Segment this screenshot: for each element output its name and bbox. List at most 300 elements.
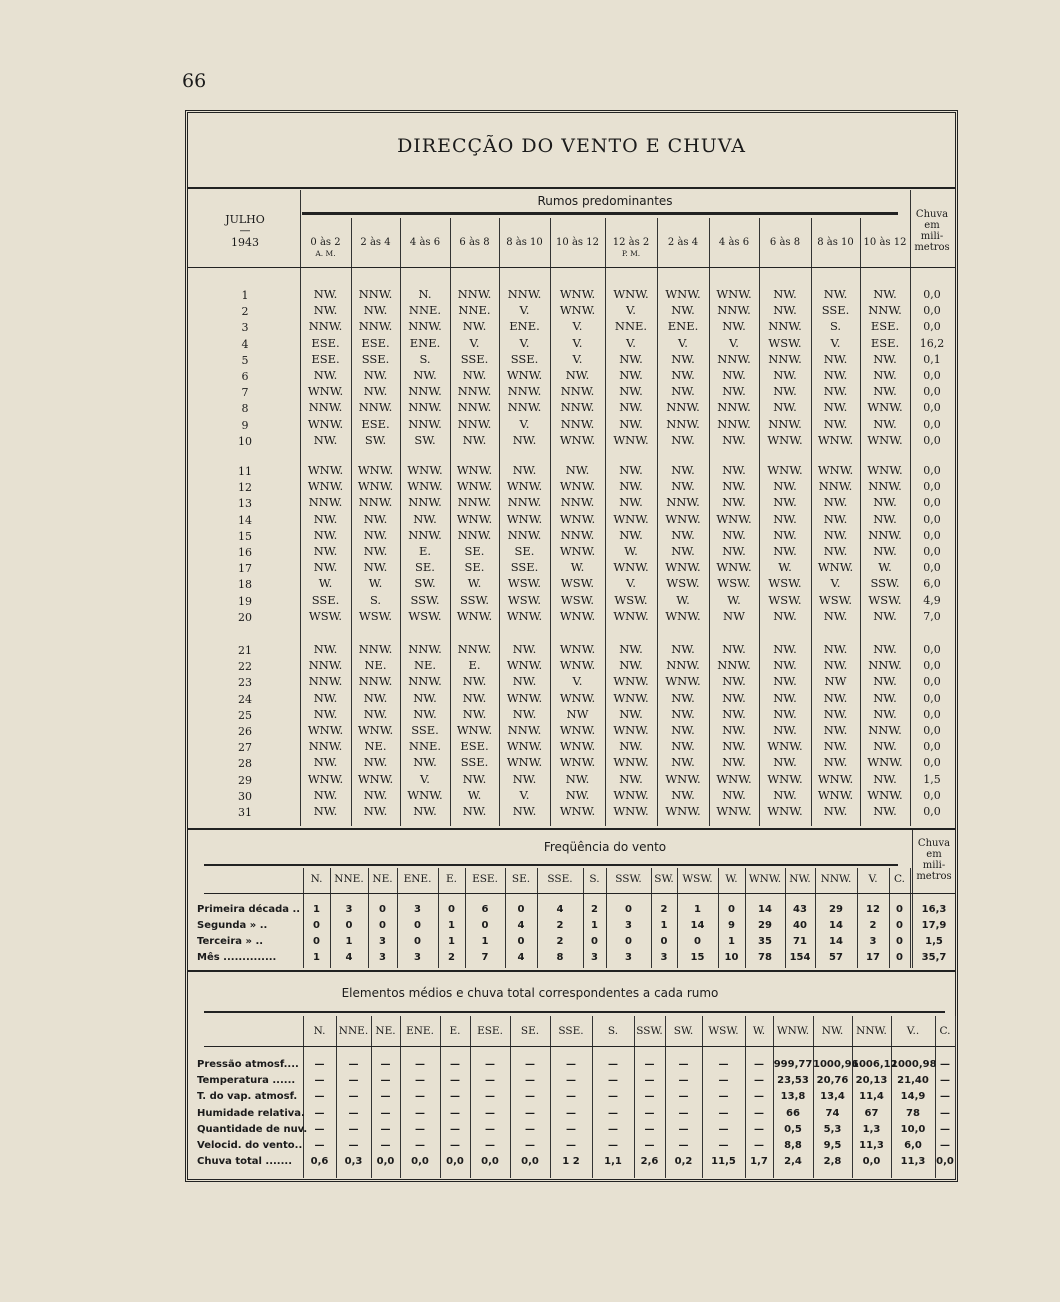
elements-value: 0,3 bbox=[344, 1156, 363, 1168]
wind-direction-cell: NW. bbox=[823, 384, 848, 399]
freq-column-header: WNW. bbox=[748, 873, 782, 885]
wind-direction-cell: WNW. bbox=[559, 511, 596, 526]
rain-value: 0,0 bbox=[923, 659, 941, 673]
wind-direction-cell: NW. bbox=[823, 658, 848, 673]
day-number: 7 bbox=[241, 386, 249, 400]
elements-value: — bbox=[525, 1059, 535, 1070]
wind-direction-cell: WNW. bbox=[307, 416, 344, 431]
wind-direction-cell: NW. bbox=[773, 608, 797, 623]
wind-direction-cell: NW. bbox=[823, 642, 848, 656]
freq-value: 1 bbox=[448, 936, 455, 947]
wind-direction-cell: NW. bbox=[823, 511, 848, 526]
wind-direction-cell: WNW. bbox=[867, 400, 903, 415]
wind-direction-cell: NW. bbox=[823, 351, 848, 366]
wind-direction-cell: WNW. bbox=[506, 658, 543, 673]
wind-direction-cell: WNW. bbox=[767, 771, 803, 786]
elements-value: — bbox=[348, 1091, 359, 1103]
day-number: 28 bbox=[238, 757, 252, 771]
wind-direction-cell: WSW. bbox=[768, 335, 802, 350]
wind-direction-cell: NNE. bbox=[408, 739, 442, 754]
elements-value: — bbox=[718, 1123, 729, 1135]
rain-value: 0,0 bbox=[923, 707, 941, 721]
wind-direction-cell: NW. bbox=[313, 287, 338, 301]
freq-value: 1 bbox=[481, 936, 489, 947]
freq-rain-header-line: mili- bbox=[922, 860, 946, 871]
freq-value: 3 bbox=[591, 952, 598, 963]
wind-direction-cell: NNW. bbox=[717, 400, 751, 415]
elements-value: — bbox=[566, 1123, 576, 1135]
rain-value: 0,0 bbox=[923, 464, 941, 477]
elements-value: 0,0 bbox=[376, 1156, 395, 1168]
freq-value: 0 bbox=[481, 920, 489, 931]
wind-direction-cell: NW. bbox=[873, 706, 897, 721]
wind-direction-cell: ENE. bbox=[409, 335, 441, 350]
freq-value: 12 bbox=[866, 904, 880, 915]
wind-direction-cell: NW. bbox=[413, 706, 437, 721]
wind-direction-cell: SE. bbox=[464, 560, 485, 575]
elements-column-header: ENE. bbox=[406, 1025, 434, 1037]
freq-value: 1 bbox=[313, 904, 320, 915]
wind-direction-cell: WNW. bbox=[506, 739, 543, 754]
freq-value: 4 bbox=[556, 904, 564, 915]
wind-direction-cell: WNW. bbox=[559, 287, 596, 301]
wind-direction-cell: NW. bbox=[565, 771, 590, 786]
wind-direction-cell: NW. bbox=[462, 706, 487, 721]
wind-direction-cell: NW. bbox=[462, 804, 487, 818]
wind-direction-cell: NW. bbox=[313, 706, 338, 721]
elements-column-header: S. bbox=[607, 1025, 619, 1037]
wind-direction-cell: NW. bbox=[512, 674, 537, 689]
freq-column-header: W. bbox=[725, 873, 738, 885]
freq-value: 3 bbox=[414, 904, 421, 915]
wind-direction-cell: NW. bbox=[773, 495, 797, 510]
wind-direction-cell: WNW. bbox=[559, 723, 596, 737]
wind-direction-cell: NW. bbox=[722, 642, 746, 656]
elements-value: — bbox=[718, 1140, 729, 1151]
wind-direction-cell: WNW. bbox=[407, 479, 443, 494]
elements-heading-rule bbox=[204, 1011, 945, 1013]
elements-row-label: T. do vap. atmosf. bbox=[197, 1091, 298, 1103]
wind-direction-cell: ESE. bbox=[460, 739, 489, 754]
freq-value: 14 bbox=[829, 936, 843, 947]
wind-direction-cell: WNW. bbox=[665, 771, 701, 786]
elements-value: — bbox=[678, 1123, 689, 1135]
freq-value: 2 bbox=[448, 952, 455, 963]
wind-direction-cell: NNW. bbox=[507, 527, 542, 542]
wind-direction-cell: NW. bbox=[823, 706, 848, 721]
wind-direction-cell: WNW. bbox=[559, 804, 596, 818]
wind-direction-cell: NNW. bbox=[507, 495, 542, 510]
elements-value: 21,40 bbox=[897, 1075, 929, 1087]
time-column-subheader: P. M. bbox=[621, 249, 641, 258]
freq-bottom-rule bbox=[188, 970, 955, 972]
freq-value: 0 bbox=[591, 936, 598, 947]
elements-value: — bbox=[644, 1091, 655, 1103]
elements-value: — bbox=[525, 1140, 535, 1151]
wind-direction-cell: NW. bbox=[773, 755, 797, 770]
wind-direction-cell: WSW. bbox=[358, 608, 393, 623]
elements-column-header: NNW. bbox=[856, 1025, 887, 1037]
elements-value: — bbox=[415, 1059, 425, 1070]
rain-header-line: mili- bbox=[920, 231, 944, 242]
elements-value: — bbox=[485, 1059, 495, 1070]
table-frame bbox=[185, 110, 958, 1182]
freq-value: 6 bbox=[481, 904, 489, 915]
wind-direction-cell: NW. bbox=[873, 495, 897, 510]
freq-value: 9 bbox=[728, 920, 735, 931]
wind-direction-cell: NW. bbox=[413, 755, 437, 770]
wind-direction-cell: NNE. bbox=[614, 319, 648, 334]
elements-value: — bbox=[940, 1107, 950, 1119]
wind-direction-cell: SE. bbox=[464, 544, 485, 558]
elements-value: 11,5 bbox=[711, 1156, 736, 1168]
wind-direction-cell: NW. bbox=[671, 368, 695, 382]
wind-direction-cell: NE. bbox=[364, 739, 387, 754]
wind-direction-cell: NW. bbox=[565, 463, 590, 477]
wind-direction-cell: NNW. bbox=[717, 416, 751, 431]
freq-value: 0 bbox=[345, 920, 353, 931]
day-number: 21 bbox=[238, 644, 252, 657]
wind-direction-cell: V. bbox=[678, 335, 688, 350]
elements-value: 2,4 bbox=[784, 1156, 802, 1168]
elements-column-header: W. bbox=[752, 1025, 766, 1037]
wind-direction-cell: SSW. bbox=[870, 576, 900, 591]
wind-direction-cell: NW. bbox=[619, 771, 643, 786]
freq-value: 3 bbox=[625, 952, 632, 963]
wind-direction-cell: WNW. bbox=[559, 755, 596, 770]
wind-direction-cell: NW bbox=[566, 706, 589, 721]
time-column-header: 6 às 8 bbox=[769, 237, 801, 248]
wind-direction-cell: WSW. bbox=[717, 576, 751, 591]
wind-direction-cell: NW. bbox=[313, 690, 338, 705]
day-number: 29 bbox=[238, 773, 252, 787]
wind-direction-cell: NW. bbox=[773, 658, 797, 673]
freq-row-label: Mês .............. bbox=[197, 952, 277, 963]
wind-direction-cell: NW. bbox=[773, 287, 797, 301]
wind-direction-cell: V. bbox=[572, 351, 583, 366]
wind-direction-cell: WNW. bbox=[506, 368, 543, 382]
wind-direction-cell: NNW. bbox=[560, 400, 595, 415]
wind-direction-cell: WNW. bbox=[559, 608, 596, 623]
wind-direction-cell: NW. bbox=[619, 658, 643, 673]
freq-value: 0 bbox=[728, 904, 735, 915]
elements-value: — bbox=[566, 1091, 576, 1103]
wind-direction-cell: NW. bbox=[413, 511, 437, 526]
wind-direction-cell: NW. bbox=[773, 642, 797, 656]
day-number: 20 bbox=[238, 610, 252, 624]
day-number: 1 bbox=[241, 289, 249, 302]
freq-value: 0 bbox=[896, 952, 903, 963]
time-column-header: 8 às 10 bbox=[506, 237, 543, 248]
elements-value: — bbox=[644, 1107, 655, 1119]
wind-direction-cell: WNW. bbox=[613, 511, 649, 526]
day-number: 23 bbox=[238, 676, 252, 690]
elements-value: 2,8 bbox=[823, 1156, 842, 1168]
freq-column-header: V. bbox=[868, 873, 878, 885]
freq-value: 154 bbox=[789, 952, 811, 963]
day-number: 22 bbox=[238, 660, 252, 674]
elements-value: — bbox=[450, 1123, 460, 1135]
elements-value: 78 bbox=[906, 1107, 920, 1119]
freq-value: 29 bbox=[829, 904, 843, 915]
elements-value: — bbox=[718, 1107, 729, 1119]
elements-value: 20,13 bbox=[855, 1075, 888, 1087]
elements-value: — bbox=[608, 1075, 618, 1087]
time-column-header: 2 às 4 bbox=[360, 237, 391, 248]
year-label: 1943 bbox=[231, 236, 259, 249]
wind-direction-cell: NW. bbox=[671, 690, 695, 705]
freq-value: 0 bbox=[379, 920, 386, 931]
wind-direction-cell: NW. bbox=[823, 544, 848, 558]
wind-direction-cell: NW. bbox=[873, 287, 897, 301]
wind-direction-cell: NW. bbox=[565, 787, 590, 802]
elements-value: — bbox=[450, 1107, 460, 1119]
elements-value: 1,1 bbox=[604, 1156, 622, 1168]
day-number: 4 bbox=[241, 337, 249, 351]
freq-value: 3 bbox=[379, 952, 386, 963]
elements-value: — bbox=[566, 1075, 576, 1087]
freq-value: 3 bbox=[414, 952, 421, 963]
wind-direction-cell: S. bbox=[369, 592, 382, 607]
elements-value: — bbox=[525, 1091, 535, 1103]
wind-direction-cell: WNW. bbox=[506, 608, 543, 623]
elements-value: — bbox=[940, 1075, 950, 1087]
time-column-header: 2 às 4 bbox=[667, 237, 699, 248]
rain-value: 0,0 bbox=[923, 512, 941, 526]
wind-direction-cell: NW. bbox=[873, 690, 897, 705]
elements-row-label: Quantidade de nuv. bbox=[197, 1123, 308, 1135]
wind-direction-cell: NW. bbox=[722, 368, 746, 382]
wind-direction-cell: NNW. bbox=[868, 479, 902, 494]
wind-direction-cell: NW. bbox=[313, 527, 338, 542]
wind-direction-cell: NW. bbox=[823, 723, 848, 737]
wind-direction-cell: NNW. bbox=[768, 351, 802, 366]
wind-direction-cell: NW. bbox=[619, 739, 643, 754]
wind-direction-cell: WNW. bbox=[613, 608, 649, 623]
wind-direction-cell: NW. bbox=[363, 804, 388, 818]
elements-value: — bbox=[608, 1107, 618, 1119]
rain-value: 0,0 bbox=[923, 385, 941, 399]
wind-direction-cell: NNW. bbox=[308, 739, 343, 754]
wind-direction-cell: NW. bbox=[619, 384, 643, 399]
wind-direction-cell: S. bbox=[829, 319, 842, 334]
elements-value: 13,8 bbox=[780, 1091, 806, 1103]
wind-direction-cell: NW. bbox=[773, 674, 797, 689]
elements-column-header: SE. bbox=[520, 1025, 540, 1037]
elements-value: — bbox=[754, 1091, 764, 1103]
time-column-header: 8 às 10 bbox=[817, 237, 854, 248]
elements-value: — bbox=[415, 1075, 425, 1087]
wind-direction-cell: V. bbox=[626, 335, 636, 350]
time-column-header: 4 às 6 bbox=[718, 237, 750, 248]
wind-direction-cell: WSW. bbox=[560, 592, 595, 607]
freq-value: 14 bbox=[690, 920, 705, 931]
wind-direction-cell: V. bbox=[469, 335, 480, 350]
wind-direction-cell: NW. bbox=[773, 368, 797, 382]
freq-row-label: Primeira década .. bbox=[197, 904, 301, 915]
rain-value: 0,0 bbox=[923, 433, 941, 447]
freq-column-header: ENE. bbox=[403, 873, 432, 885]
rain-value: 0,0 bbox=[923, 288, 941, 301]
wind-direction-cell: SSE. bbox=[361, 351, 390, 366]
wind-direction-cell: W. bbox=[624, 544, 638, 558]
elements-value: — bbox=[380, 1075, 391, 1087]
elements-value: — bbox=[314, 1091, 325, 1103]
wind-direction-cell: SSE. bbox=[821, 303, 850, 318]
wind-direction-cell: WNW. bbox=[456, 723, 493, 737]
wind-direction-cell: SSW. bbox=[410, 592, 440, 607]
day-number: 15 bbox=[238, 529, 252, 543]
elements-value: — bbox=[525, 1075, 535, 1087]
freq-value: 15 bbox=[690, 952, 705, 963]
wind-direction-cell: NNW. bbox=[358, 287, 393, 301]
rain-value: 0,0 bbox=[923, 320, 941, 334]
elements-value: — bbox=[415, 1123, 425, 1135]
wind-direction-cell: SSE. bbox=[510, 560, 539, 575]
elements-value: — bbox=[380, 1059, 391, 1070]
time-column-header: 12 às 2 bbox=[612, 237, 650, 248]
wind-direction-cell: NW. bbox=[671, 384, 695, 399]
wind-direction-cell: V. bbox=[572, 319, 583, 334]
wind-direction-cell: NW. bbox=[619, 400, 643, 415]
freq-heading-rule bbox=[204, 864, 898, 866]
wind-direction-cell: NW. bbox=[313, 787, 338, 802]
group-rule bbox=[302, 212, 898, 215]
elements-value: — bbox=[314, 1123, 325, 1135]
elements-value: 2,6 bbox=[640, 1156, 659, 1168]
freq-value: 3 bbox=[625, 920, 632, 931]
day-number: 19 bbox=[238, 594, 252, 608]
wind-direction-cell: NNW. bbox=[560, 527, 595, 542]
freq-value: 71 bbox=[793, 936, 807, 947]
wind-direction-cell: NW. bbox=[873, 674, 897, 689]
wind-direction-cell: SW. bbox=[364, 432, 387, 447]
wind-direction-cell: WNW. bbox=[613, 674, 649, 689]
wind-direction-cell: WNW. bbox=[307, 479, 344, 494]
wind-direction-cell: NW. bbox=[363, 560, 388, 575]
wind-direction-cell: WSW. bbox=[768, 576, 802, 591]
wind-direction-cell: V. bbox=[830, 576, 841, 591]
elements-value: — bbox=[380, 1107, 391, 1119]
freq-value: 2 bbox=[591, 904, 598, 915]
wind-direction-cell: NW. bbox=[619, 479, 643, 494]
rain-value: 4,9 bbox=[923, 593, 941, 607]
wind-direction-cell: NNW. bbox=[358, 319, 393, 334]
wind-direction-cell: WNW. bbox=[456, 479, 493, 494]
wind-direction-cell: NNW. bbox=[507, 384, 542, 399]
rain-value: 1,5 bbox=[923, 772, 941, 786]
freq-column-header: N. bbox=[310, 873, 323, 885]
freq-value: 43 bbox=[793, 904, 807, 915]
freq-value: 0 bbox=[313, 920, 320, 931]
wind-direction-cell: NW. bbox=[671, 479, 695, 494]
elements-value: 14,9 bbox=[900, 1091, 926, 1103]
time-column-header: 10 às 12 bbox=[556, 237, 599, 248]
wind-direction-cell: NW. bbox=[619, 463, 643, 477]
wind-direction-cell: WNW. bbox=[559, 658, 596, 673]
wind-direction-cell: NNW. bbox=[408, 384, 442, 399]
wind-direction-cell: NE. bbox=[364, 658, 387, 673]
elements-value: 13,4 bbox=[820, 1091, 845, 1103]
wind-direction-cell: NNW. bbox=[408, 674, 442, 689]
wind-direction-cell: NW. bbox=[512, 642, 537, 656]
wind-direction-cell: WNW. bbox=[665, 560, 701, 575]
wind-direction-cell: NW. bbox=[823, 739, 848, 754]
wind-direction-cell: NW. bbox=[363, 544, 388, 558]
wind-direction-cell: WNW. bbox=[665, 674, 701, 689]
elements-column-header: V.. bbox=[906, 1025, 920, 1037]
wind-direction-cell: NW. bbox=[671, 527, 695, 542]
wind-direction-cell: SW. bbox=[414, 432, 436, 447]
time-column-header: 4 às 6 bbox=[409, 237, 441, 248]
elements-value: — bbox=[380, 1091, 391, 1103]
wind-direction-cell: WNW. bbox=[559, 739, 596, 754]
elements-value: — bbox=[314, 1107, 325, 1119]
wind-direction-cell: NW. bbox=[313, 303, 338, 318]
rain-header-line: Chuva bbox=[915, 209, 949, 220]
wind-direction-cell: NW. bbox=[363, 368, 388, 382]
freq-rain-value: 17,9 bbox=[921, 920, 947, 931]
wind-direction-cell: NNW. bbox=[408, 642, 442, 656]
wind-direction-cell: NNW. bbox=[457, 642, 492, 656]
freq-value: 78 bbox=[758, 952, 772, 963]
month-label: JULHO bbox=[225, 213, 265, 226]
group-header: Rumos predominantes bbox=[537, 194, 673, 208]
wind-direction-cell: NW. bbox=[413, 690, 437, 705]
wind-direction-cell: NNW. bbox=[408, 416, 442, 431]
elements-column-header: N. bbox=[313, 1025, 326, 1037]
elements-value: — bbox=[940, 1091, 950, 1103]
freq-value: 0 bbox=[660, 936, 668, 947]
wind-direction-cell: WNW. bbox=[307, 384, 344, 399]
wind-direction-cell: SSE. bbox=[460, 351, 489, 366]
day-number: 18 bbox=[238, 578, 252, 592]
wind-direction-cell: WSW. bbox=[560, 576, 595, 591]
wind-direction-cell: NNW. bbox=[308, 400, 343, 415]
wind-direction-cell: SSE. bbox=[411, 723, 439, 737]
freq-value: 0 bbox=[896, 936, 903, 947]
elements-value: — bbox=[348, 1123, 359, 1135]
wind-direction-cell: V. bbox=[626, 303, 636, 318]
wind-direction-cell: NW. bbox=[619, 495, 643, 510]
rain-value: 0,0 bbox=[923, 480, 941, 494]
freq-value: 3 bbox=[345, 904, 353, 915]
wind-direction-cell: NNW. bbox=[457, 527, 492, 542]
elements-value: — bbox=[718, 1059, 729, 1070]
rain-value: 0,0 bbox=[923, 369, 941, 382]
elements-value: — bbox=[415, 1107, 425, 1119]
elements-row-label: Pressão atmosf.... bbox=[197, 1059, 299, 1070]
freq-value: 3 bbox=[660, 952, 668, 963]
wind-direction-cell: E. bbox=[418, 544, 432, 558]
wind-direction-cell: NNW. bbox=[358, 400, 393, 415]
wind-direction-cell: NW bbox=[723, 608, 745, 623]
wind-direction-cell: WNW. bbox=[716, 511, 752, 526]
freq-value: 35 bbox=[758, 936, 772, 947]
day-number: 5 bbox=[241, 353, 249, 367]
elements-value: 9,5 bbox=[823, 1140, 842, 1151]
wind-direction-cell: NNW. bbox=[308, 674, 343, 689]
freq-value: 2 bbox=[869, 920, 877, 931]
elements-value: 5,3 bbox=[823, 1123, 842, 1135]
elements-value: 20,76 bbox=[816, 1075, 849, 1087]
freq-column-header: S. bbox=[589, 873, 600, 885]
wind-direction-cell: NW. bbox=[823, 495, 848, 510]
day-number: 27 bbox=[238, 741, 252, 755]
wind-direction-cell: NW. bbox=[671, 706, 695, 721]
elements-value: — bbox=[608, 1091, 618, 1103]
elements-value: — bbox=[718, 1091, 729, 1103]
